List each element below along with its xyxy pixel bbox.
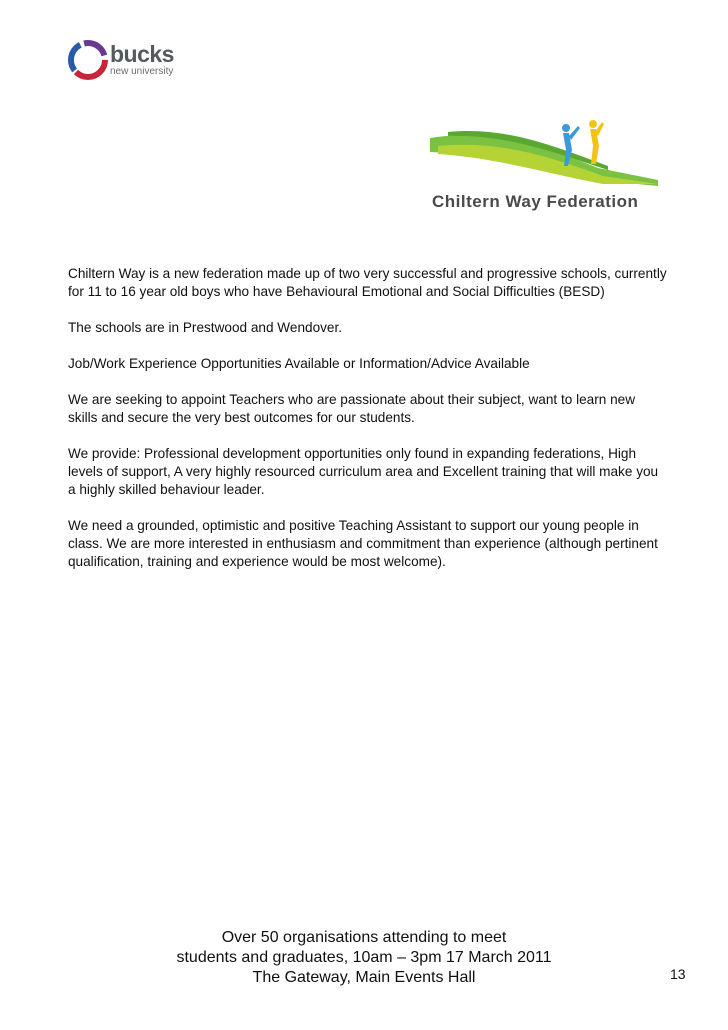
paragraph-teaching-assistant: We need a grounded, optimistic and positive Teaching Assistant to support our young people in class. We are more interested in enthusiasm and commitment than experience (although pertinent qualification, training and experience would be most welcome). [68, 518, 658, 569]
chiltern-way-emblem-icon [428, 118, 660, 190]
main-content [68, 265, 668, 589]
footer-line-1: Over 50 organisations attending to meet [221, 929, 507, 946]
paragraph-provide: We provide: Professional development opportunities only found in expanding federations, High levels of support, A very highly resourced curriculum area and Excellent training that will make you a highly skilled behaviour leader. [68, 446, 659, 497]
bucks-logo [68, 40, 188, 82]
event-footer [150, 928, 578, 988]
chiltern-way-logo [428, 118, 660, 218]
footer-line-3: The Gateway, Main Events Hall [252, 969, 476, 986]
page-number: 13 [670, 966, 686, 982]
chiltern-way-logo-name: Chiltern Way Federation [432, 192, 639, 211]
bucks-logo-sub: new university [110, 66, 174, 77]
footer-line-2: students and graduates, 10am – 3pm 17 March 2011 [176, 949, 552, 966]
paragraph-locations: The schools are in Prestwood and Wendover. [68, 320, 343, 335]
paragraph-opportunities: Job/Work Experience Opportunities Available or Information/Advice Available [68, 356, 530, 371]
bucks-emblem-icon [68, 40, 108, 80]
paragraph-teachers: We are seeking to appoint Teachers who are passionate about their subject, want to learn new skills and secure the very best outcomes for our students. [68, 392, 636, 425]
paragraph-intro: Chiltern Way is a new federation made up of two very successful and progressive schools, currently for 11 to 16 year old boys who have Behavioural Emotional and Social Difficulties (BESD) [68, 266, 667, 299]
bucks-logo-word: bucks [110, 41, 174, 67]
